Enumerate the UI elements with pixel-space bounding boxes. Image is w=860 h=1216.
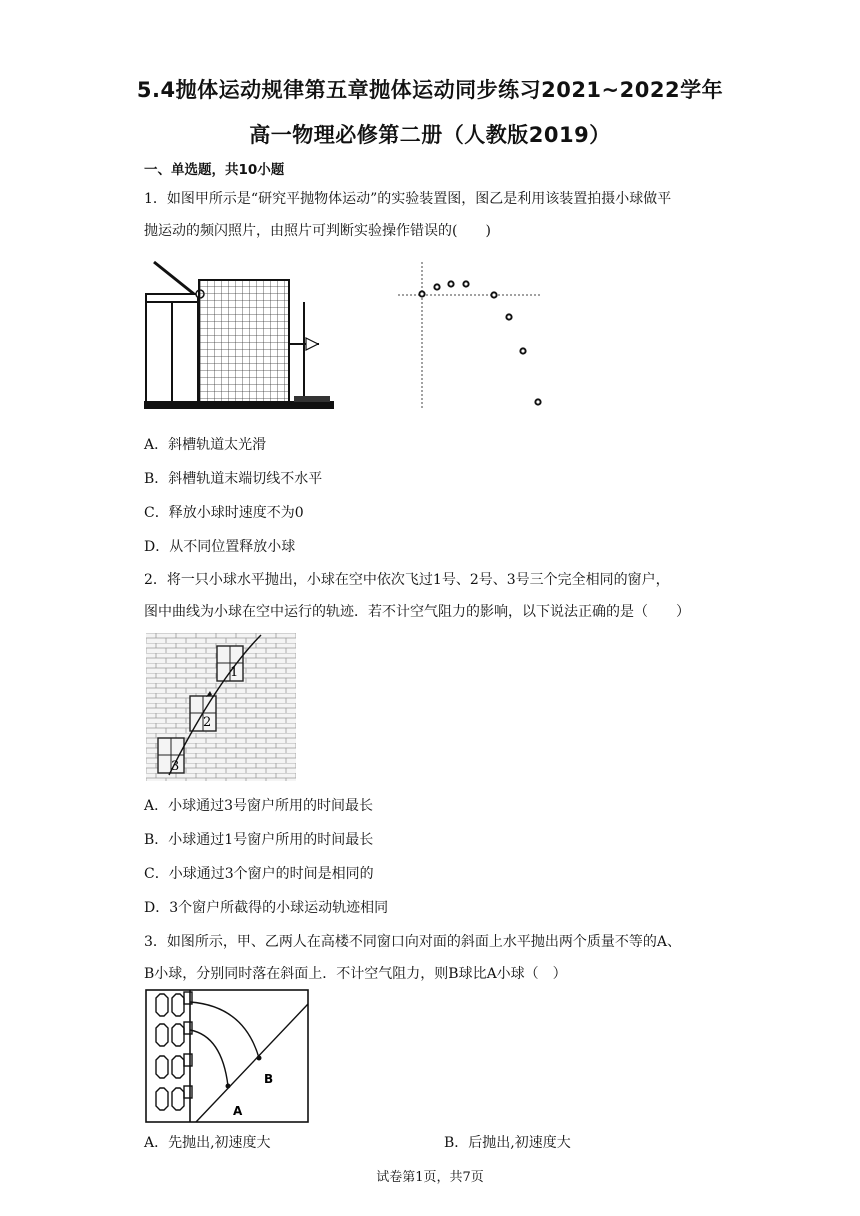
q1-stem-line-1: 1．如图甲所示是“研究平抛物体运动”的实验装置图，图乙是利用该装置拍摄小球做平 [144, 191, 672, 207]
slope-line [196, 1004, 308, 1122]
q1-option-a: A．斜槽轨道太光滑 [144, 437, 267, 453]
q3-option-b: B．后抛出,初速度大 [444, 1135, 571, 1151]
q2-brick-wall-figure [146, 633, 296, 781]
trajectory-a [190, 1030, 228, 1086]
window-label-1: 1 [230, 665, 239, 680]
q2-option-c: C．小球通过3个窗户的时间是相同的 [144, 866, 374, 882]
q1-ball-dot [463, 281, 468, 286]
q1-ball-dot [506, 314, 511, 319]
window-label-3: 3 [171, 759, 180, 774]
q2-stem-line-1: 2．将一只小球水平抛出，小球在空中依次飞过1号、2号、3号三个完全相同的窗户， [144, 572, 670, 588]
q1-option-c: C．释放小球时速度不为0 [144, 505, 304, 521]
q3-stem-line-2: B小球，分别同时落在斜面上．不计空气阻力，则B球比A小球（ ） [144, 966, 567, 982]
q2-option-a: A．小球通过3号窗户所用的时间最长 [144, 798, 374, 814]
q1-option-b: B．斜槽轨道末端切线不水平 [144, 471, 323, 487]
q1-option-d: D．从不同位置释放小球 [144, 539, 296, 555]
q1-ball-dot [535, 399, 540, 404]
title-line-2: 高一物理必修第二册（人教版2019） [249, 123, 611, 147]
q2-stem-line-2: 图中曲线为小球在空中运行的轨迹．若不计空气阻力的影响，以下说法正确的是（ ） [144, 604, 690, 620]
section-heading: 一、单选题，共10小题 [144, 162, 285, 178]
q1-strobe-photo-figure [398, 262, 543, 410]
title-line-1: 5.4抛体运动规律第五章抛体运动同步练习2021~2022学年 [136, 78, 724, 102]
q1-ball-dot [448, 281, 453, 286]
q1-ball-dot [419, 291, 424, 296]
q1-ball-dot [434, 284, 439, 289]
q1-apparatus-figure [144, 258, 334, 410]
label-a: A [233, 1104, 243, 1118]
label-b: B [264, 1072, 274, 1086]
window-label-2: 2 [203, 715, 212, 730]
q2-option-d: D．3个窗户所截得的小球运动轨迹相同 [144, 900, 389, 916]
q2-option-b: B．小球通过1号窗户所用的时间最长 [144, 832, 374, 848]
q3-stem-line-1: 3．如图所示，甲、乙两人在高楼不同窗口向对面的斜面上水平抛出两个质量不等的A、 [144, 934, 682, 950]
q1-stem-line-2: 抛运动的频闪照片，由照片可判断实验操作错误的( ) [144, 223, 491, 239]
q3-option-a: A．先抛出,初速度大 [144, 1135, 271, 1151]
page-footer: 试卷第1页，共7页 [376, 1170, 484, 1185]
trajectory-b [190, 1002, 259, 1058]
q3-building-slope-figure [144, 988, 310, 1124]
q1-ball-dot [491, 292, 496, 297]
q1-ball-dot [520, 348, 525, 353]
